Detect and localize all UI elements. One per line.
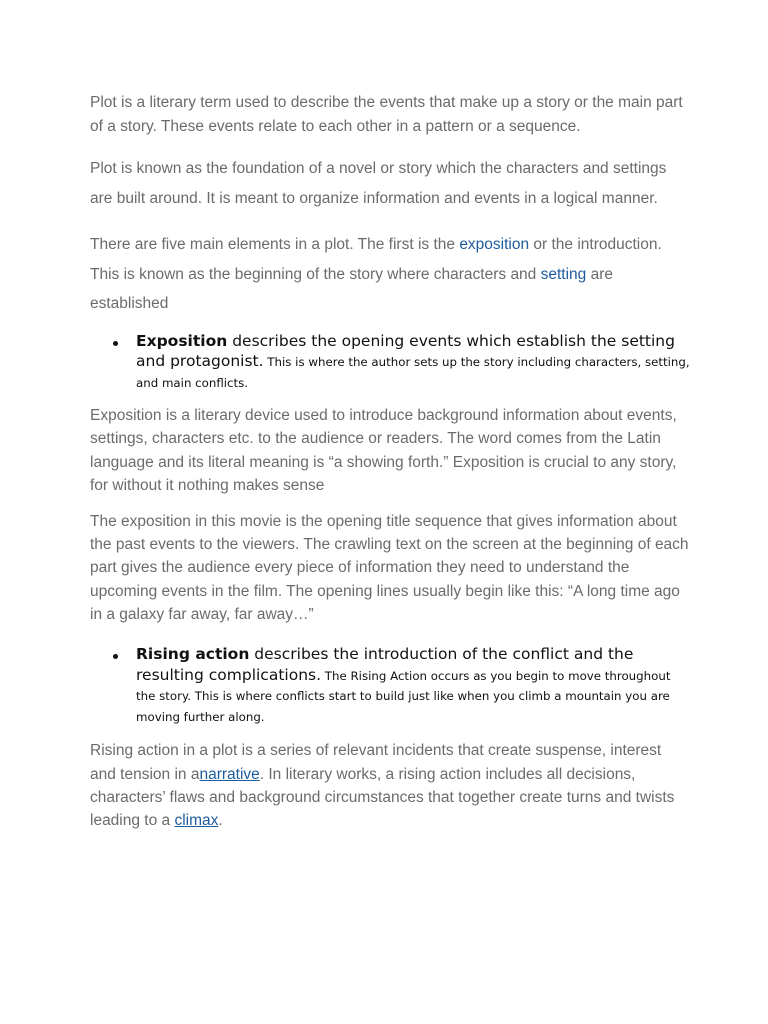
setting-link[interactable]: setting (540, 265, 587, 283)
text-run: . In literary works, a rising action includes all decisions, characters’ flaws and background circumstances that together create turns and twists leading to a (90, 765, 675, 829)
bullet-body: This is where the author sets up the story including characters, setting, and main conflicts. (136, 355, 690, 390)
narrative-link[interactable]: narrative (199, 765, 260, 783)
bullet-list-rising-action (90, 644, 690, 726)
paragraph-exposition-device: Exposition is a literary device used to introduce background information about events, settings, characters etc. to the audience or readers. The word comes from the Latin language and its literal meaning is “a showing forth.” Exposition is crucial to any story, for without it nothing makes sense (90, 407, 677, 494)
bullet-body: The Rising Action occurs as you begin to move throughout the story. This is where conflicts start to build just like when you climb a mountain you are moving further along. (136, 668, 671, 724)
bullet-term: Rising action (136, 645, 250, 664)
bullet-icon (113, 341, 118, 346)
exposition-link[interactable]: exposition (459, 236, 530, 253)
text-run: or the introduction. This is known as the beginning of the story where characters and (90, 236, 662, 283)
paragraph-rising-action (90, 739, 690, 832)
bullet-heading-text: describes the opening events which establish the setting and protagonist. (136, 331, 675, 370)
bullet-list-exposition (90, 331, 690, 393)
bullet-heading-text: describes the introduction of the conflict and the resulting complications. (136, 645, 634, 684)
paragraph-plot-definition: Plot is a literary term used to describe the events that make up a story or the main part of a story. These events relate to each other in a pattern or a sequence. (90, 94, 683, 135)
text-run: Rising action in a plot is a series of relevant incidents that create suspense, interest and tension in a (90, 742, 662, 783)
document-page (90, 91, 690, 832)
bullet-item-exposition (136, 331, 690, 393)
bullet-icon (113, 654, 118, 659)
text-run: are established (90, 265, 613, 312)
climax-link[interactable]: climax (174, 811, 219, 829)
text-run: . (218, 811, 223, 829)
text-run: There are five main elements in a plot. The first is the (90, 236, 460, 253)
bullet-term: Exposition (136, 331, 228, 350)
bullet-item-rising-action (136, 644, 690, 726)
paragraph-plot-foundation: Plot is known as the foundation of a novel or story which the characters and settings are built around. It is meant to organize information and events in a logical manner. (90, 160, 667, 207)
paragraph-five-elements (90, 230, 690, 319)
paragraph-movie-exposition: The exposition in this movie is the opening title sequence that gives information about the past events to the viewers. The crawling text on the screen at the beginning of each part gives the audience every piece of information they need to understand the upcoming events in the film. The opening lines usually begin like this: “A long time ago in a galaxy far away, far away…” (90, 513, 689, 623)
